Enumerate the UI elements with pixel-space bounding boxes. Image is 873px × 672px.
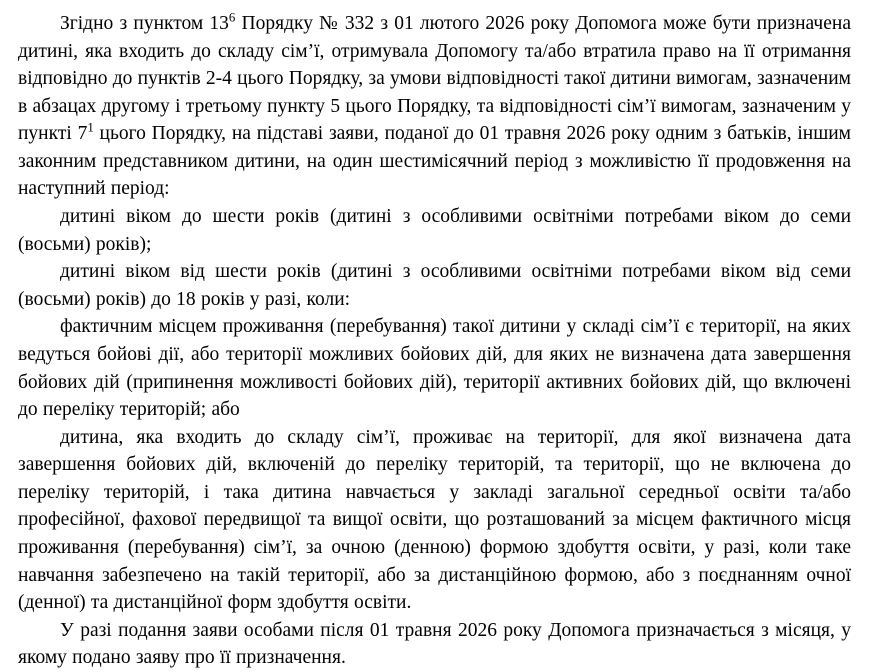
paragraph-text: дитина, яка входить до складу сім’ї, проживає на території, для якої визначена дата завершення бойових дій, включеній до переліку територій, та території, що не включена до переліку територій, і така дитина навчається у закладі загальної середньої освіти та/або професійної, фахової передвищої та вищої освіти, що розташований за місцем фактичного місця проживання (перебування) сім’ї, за очною (денною) формою здобуття освіти, у разі, коли таке навчання забезпечено на такій території, або за дистанційною формою, або з поєднанням очної (денної) та дистанційної форм здобуття освіти.	[18, 426, 851, 614]
paragraph	[18, 203, 851, 258]
paragraph	[18, 617, 851, 672]
paragraph	[18, 258, 851, 313]
paragraph-text: фактичним місцем проживання (перебування) такої дитини у складі сім’ї є території, на яких ведуться бойові дії, або території можливих бойових дій, для яких не визначена дата завершення бойових дій (припинення можливості бойових дій), території активних бойових дій, що включені до переліку територій; або	[18, 316, 851, 421]
paragraph-text: цього Порядку, на підставі заяви, поданої до 01 травня 2026 року одним з батьків, іншим законним представником дитини, на один шестимісячний період з можливістю її продовження на наступний період:	[18, 123, 851, 200]
paragraph-text: Згідно з пунктом 13	[60, 13, 229, 34]
paragraph	[18, 424, 851, 617]
superscript-reference: 6	[228, 10, 236, 25]
paragraph	[18, 313, 851, 423]
paragraph-text: Порядку № 332 з 01 лютого 2026 року Допомога може бути призначена дитині, яка входить до складу сім’ї, отримувала Допомогу та/або втратила право на її отримання відповідно до пунктів 2-4 цього Порядку, за умови відповідності такої дитини вимогам, зазначеним в абзацах другому і третьому пункту 5 цього Порядку, та відповідності сім’ї вимогам, зазначеним у пункті 7	[18, 13, 852, 145]
paragraph-text: дитині віком від шести років (дитині з особливими освітніми потребами віком від семи (восьми) років) до 18 років у разі, коли:	[18, 261, 851, 310]
paragraph-text: дитині віком до шести років (дитині з особливими освітніми потребами віком до семи (восьми) років);	[18, 206, 851, 255]
document-body	[18, 10, 851, 672]
paragraph	[18, 10, 851, 203]
paragraph-text: У разі подання заяви особами після 01 травня 2026 року Допомога призначається з місяця, у якому подано заяву про її призначення.	[18, 619, 851, 669]
superscript-reference: 1	[87, 120, 94, 135]
